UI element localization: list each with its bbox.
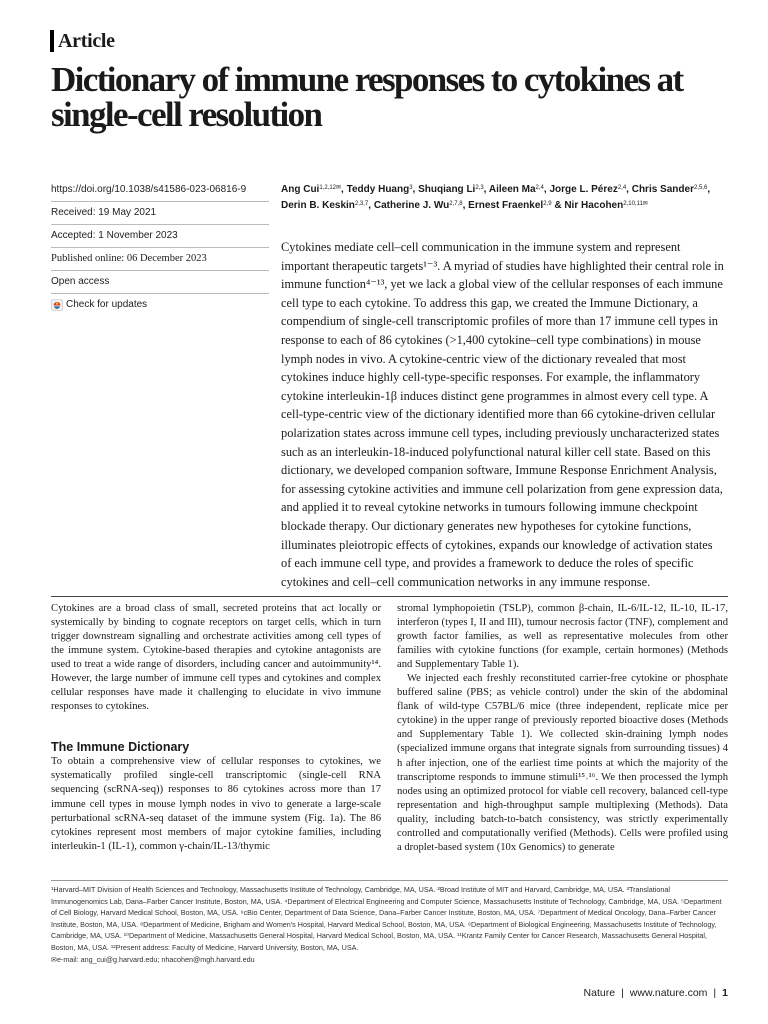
author-affiliation-marks: 2,3,7: [354, 200, 369, 207]
author-name[interactable]: [374, 200, 463, 211]
section-heading: The Immune Dictionary: [51, 740, 190, 755]
author-list: Ang Cui$^{1,2,12✉}$, Teddy Huang$^3$, Shuqiang Li$^{2,3}$, Aileen Ma$^{2,4}$, Jorge L. Pérez$^{2,4}$, Chris Sander$^{2,5,6}$, Derin B. Keskin$^{2,3,7}$, Catherine J. Wu$^{2,7,8}$, Ernest Fraenkel$^{2,9}$ & Nir Hacohen$^{2,10,11✉}$: [281, 184, 711, 211]
article-metadata: [51, 181, 269, 316]
footnote-divider: [51, 880, 728, 881]
author-name[interactable]: [489, 184, 544, 195]
author-affiliation-marks: 2,10,11✉: [623, 200, 648, 207]
check-for-updates-icon: [51, 299, 63, 311]
journal-name: Nature: [583, 987, 616, 999]
page-number: 1: [722, 987, 728, 999]
author-affiliation-marks: 2,3: [475, 185, 484, 191]
received-date: Received: 19 May 2021: [51, 201, 269, 224]
author-name-text: Catherine J. Wu: [373, 199, 450, 211]
body-column-left: [51, 602, 381, 854]
author-name[interactable]: [281, 200, 368, 211]
divider: [51, 596, 728, 597]
accepted-date: Accepted: 1 November 2023: [51, 224, 269, 247]
author-name-text: Jorge L. Pérez: [549, 184, 618, 195]
author-affiliation-marks: 2,5,6: [693, 185, 708, 191]
author-name[interactable]: [418, 184, 484, 195]
correspondence-email[interactable]: ✉e-mail: ang_cui@g.harvard.edu; nhacohen@mgh.harvard.edu: [51, 954, 255, 964]
check-for-updates-label: Check for updates: [66, 299, 148, 310]
author-affiliation-marks: 3: [409, 185, 413, 191]
author-name-text: Ernest Fraenkel: [468, 199, 544, 211]
author-name[interactable]: [632, 184, 708, 195]
check-for-updates-button[interactable]: [51, 293, 269, 316]
author-affiliation-marks: 2,7,8: [449, 200, 463, 207]
author-name[interactable]: [564, 200, 648, 211]
body-paragraph: To obtain a comprehensive view of cellular responses to cytokines, we systematically profiled single-cell transcriptomic (single-cell RNA sequencing (scRNA-seq)) responses to 86 cytokines across more than 17 immune cell types in mouse lymph nodes in vivo to generate a large-scale perturbational scRNA-seq dataset of the immune system (Fig. 1a). The 86 cytokines represent most members of major cytokine families, including interleukin-1 (IL-1), common γ-chain/IL-13/thymic: [51, 756, 381, 852]
body-paragraph: stromal lymphopoietin (TSLP), common β-chain, IL-6/IL-12, IL-10, IL-17, interferon (types I, II and III), tumour necrosis factor (TNF), complement and growth factor families, as well as representative molecules from other families with cytokine functions (for example, certain hormones) (Methods and Supplementary Table 1).: [397, 603, 728, 671]
author-name-text: Nir Hacohen: [564, 199, 624, 211]
affiliations-text: ¹Harvard–MIT Division of Health Sciences and Technology, Massachusetts Institute of Technology, Cambridge, MA, USA. ²Broad Institute of MIT and Harvard, Cambridge, MA, USA. ³Translational Immunogenomics Lab, Dana–Farber Cancer Institute, Boston, MA, USA. ⁴Department of Electrical Engineering and Computer Science, Massachusetts Institute of Technology, Cambridge, MA, USA. ⁵Department of Cell Biology, Harvard Medical School, Boston, MA, USA. ⁶cBio Center, Department of Data Science, Dana–Farber Cancer Institute, Boston, MA, USA. ⁷Department of Medical Oncology, Dana–Farber Cancer Institute, Boston, MA, USA. ⁸Department of Medicine, Brigham and Women's Hospital, Harvard Medical School, Boston, MA, USA. ⁹Department of Biological Engineering, Massachusetts Institute of Technology, Cambridge, MA, USA. ¹⁰Department of Medicine, Massachusetts General Hospital, Harvard Medical School, Boston, MA, USA. ¹¹Krantz Family Center for Cancer Research, Massachusetts General Hospital, Boston, MA, USA. ¹²Present address: Faculty of Medicine, Harvard University, Boston, MA, USA.: [51, 885, 722, 952]
author-name-text: Ang Cui: [281, 184, 320, 195]
author-name[interactable]: [468, 200, 551, 211]
author-name-text: Aileen Ma: [488, 184, 536, 195]
doi-link[interactable]: https://doi.org/10.1038/s41586-023-06816-9: [51, 184, 247, 195]
intro-paragraph: Cytokines are a broad class of small, secreted proteins that act locally or systemically by binding to cognate receptors on target cells, which in turn trigger downstream signalling and orchestrate activities among cell types of the immune system. Cytokine-based therapies and cytokine antagonists are used to treat a wide range of disorders, including cancer and autoimmunity¹⁴. However, the large number of immune cell types and cytokines and complex cellular responses have made it challenging to elucidate in vivo immune responses to cytokines.: [51, 603, 381, 713]
journal-site-link[interactable]: www.nature.com: [629, 987, 708, 999]
author-name-text: Shuqiang Li: [418, 184, 476, 195]
author-affiliation-marks: 2,4: [617, 185, 627, 191]
author-name[interactable]: [347, 184, 413, 195]
author-name-text: Teddy Huang: [346, 184, 410, 195]
author-affiliation-marks: 1,2,12✉: [319, 185, 342, 191]
published-date: Published online: 06 December 2023: [51, 247, 269, 270]
author-name[interactable]: [281, 184, 341, 195]
body-paragraph: We injected each freshly reconstituted carrier-free cytokine or phosphate buffered saline (PBS; as vehicle control) under the skin of the abdominal flank of wild-type C57BL/6 mice (three independent, replicate mice per cytokine) in the upper range of previously reported bioactive doses (Methods and Supplementary Table 1). We collected skin-draining lymph nodes (specialized immune organs that integrate signals from surrounding tissues) 4 h after injection, one of the earliest time points at which the majority of the transcriptome responds to immune stimuli¹⁵˒¹⁶. We then processed the lymph nodes using an optimized protocol for viable cell recovery, balanced cell-type representation and high-throughput sample multiplexing (Methods). Data quality, including batch-to-batch consistency, was strictly experimentally controlled and computationally verified (Methods). Cells were profiled using a droplet-based system (10x Genomics) to generate: [397, 673, 728, 853]
body-column-right: [397, 602, 728, 855]
article-title: Dictionary of immune responses to cytokines at single-cell resolution: [51, 60, 683, 134]
author-name[interactable]: [549, 184, 626, 195]
open-access-label: Open access: [51, 270, 269, 293]
abstract: Cytokines mediate cell–cell communication in the immune system and represent important therapeutic targets¹⁻³. A myriad of studies have highlighted their central role in immune function⁴⁻¹³, yet we lack a global view of the cellular responses of each immune cell type to each cytokine. To address this gap, we created the Immune Dictionary, a compendium of single-cell transcriptomic profiles of more than 17 immune cell types in response to each of 86 cytokines (>1,400 cytokine–cell type combinations) in mouse lymph nodes in vivo. A cytokine-centric view of the dictionary revealed that most cytokines induce highly cell-type-specific responses. For example, the inflammatory cytokine interleukin-1β induces distinct gene programmes in almost every cell type. A cell-type-centric view of the dictionary identified more than 66 cytokine-driven cellular polarization states across immune cell types, including previously uncharacterized states such as an interleukin-18-induced polyfunctional natural killer cell state. Based on this dictionary, we developed companion software, Immune Response Enrichment Analysis, for assessing cytokine activities and immune cell polarization from gene expression data, and applied it to reveal cytokine networks in tumours following immune checkpoint blockade therapy. Our dictionary generates new hypotheses for cytokine functions, illuminates pleiotropic effects of cytokines, expands our knowledge of activation states of each immune cell type, and provides a framework to deduce the roles of specific cytokines and cell–cell communication networks in any immune response.: [281, 240, 724, 589]
page-footer: Nature | www.nature.com | 1: [583, 987, 728, 999]
section-marker-bar: [50, 30, 54, 52]
author-name-text: Chris Sander: [631, 184, 694, 195]
affiliations-footnote: [51, 884, 728, 965]
author-affiliation-marks: 2,9: [543, 200, 552, 207]
author-name-text: Derin B. Keskin: [281, 199, 355, 211]
author-affiliation-marks: 2,4: [535, 185, 544, 191]
section-label: Article: [58, 30, 115, 52]
